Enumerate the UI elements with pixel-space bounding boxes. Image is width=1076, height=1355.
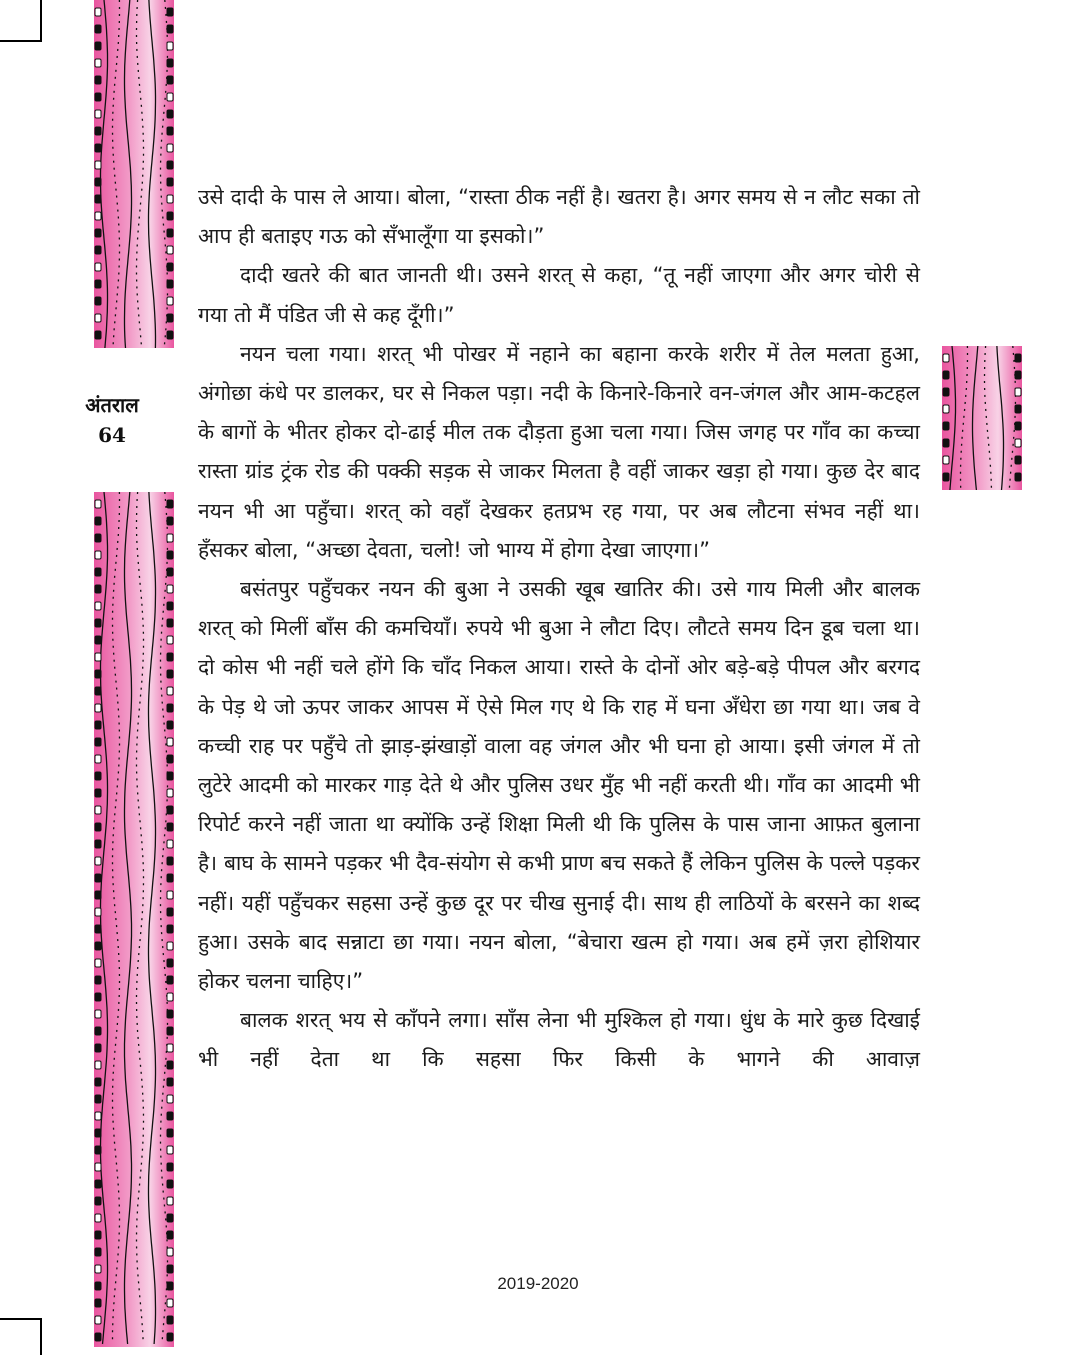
paragraph: दादी खतरे की बात जानती थी। उसने शरत् से कहा, “तू नहीं जाएगा और अगर चोरी से गया तो मैं पंडित जी से कह दूँगी।”: [198, 263, 920, 327]
paragraph: बालक शरत् भय से काँपने लगा। साँस लेना भी मुश्किल हो गया। धुंध के मारे कुछ दिखाई भी नहीं देता था कि सहसा फिर किसी के भागने की आवाज़: [198, 1008, 920, 1072]
paragraph: उसे दादी के पास ले आया। बोला, “रास्ता ठीक नहीं है। खतरा है। अगर समय से न लौट सका तो आप ही बताइए गऊ को सँभालूँगा या इसको।”: [198, 185, 920, 249]
paragraph: नयन चला गया। शरत् भी पोखर में नहाने का बहाना करके शरीर में तेल मलता हुआ, अंगोछा कंधे पर डालकर, घर से निकल पड़ा। नदी के किनारे-किनारे वन-जंगल और आम-कटहल के बागों के भीतर होकर दो-ढाई मील तक दौड़ता हुआ चला गया। जिस जगह पर गाँव का कच्चा रास्ता ग्रांड ट्रंक रोड की पक्की सड़क से जाकर मिलता है वहीं जाकर खड़ा हो गया। कुछ देर बाद नयन भी आ पहुँचा। शरत् को वहाँ देखकर हतप्रभ रह गया, पर अब लौटना संभव नहीं था। हँसकर बोला, “अच्छा देवता, चलो! जो भाग्य में होगा देखा जाएगा।”: [198, 341, 920, 562]
decorative-strip-bottom-left: [94, 492, 174, 1347]
footer-year: 2019-2020: [497, 1274, 579, 1293]
decorative-strip-top-left: [94, 0, 174, 348]
book-title: अंतराल: [85, 393, 139, 417]
decorative-strip-right: [942, 346, 1022, 490]
crop-mark-bottom-horizontal: [0, 1318, 42, 1320]
crop-mark-top-vertical: [40, 0, 42, 42]
crop-mark-bottom-vertical: [40, 1318, 42, 1355]
page-number: 64: [98, 423, 126, 447]
crop-mark-top-horizontal: [0, 40, 42, 42]
page-body: [198, 178, 920, 1080]
paragraph: बसंतपुर पहुँचकर नयन की बुआ ने उसकी खूब खातिर की। उसे गाय मिली और बालक शरत् को मिलीं बाँस की कमचियाँ। रुपये भी बुआ ने लौटा दिए। लौटते समय दिन डूब चला था। दो कोस भी नहीं चले होंगे कि चाँद निकल आया। रास्ते के दोनों ओर बड़े-बड़े पीपल और बरगद के पेड़ थे जो ऊपर जाकर आपस में ऐसे मिल गए थे कि राह में घना अँधेरा छा गया था। जब वे कच्ची राह पर पहुँचे तो झाड़-झंखाड़ों वाला वह जंगल और भी घना हो आया। इसी जंगल में तो लुटेरे आदमी को मारकर गाड़ देते थे और पुलिस उधर मुँह भी नहीं करती थी। गाँव का आदमी भी रिपोर्ट करने नहीं जाता था क्योंकि उन्हें शिक्षा मिली थी कि पुलिस के पास जाना आफ़त बुलाना है। बाघ के सामने पड़कर भी दैव-संयोग से कभी प्राण बच सकते हैं लेकिन पुलिस के पल्ले पड़कर नहीं। यहीं पहुँचकर सहसा उन्हें कुछ दूर पर चीख सुनाई दी। साथ ही लाठियों के बरसने का शब्द हुआ। उसके बाद सन्नाटा छा गया। नयन बोला, “बेचारा खत्म हो गया। अब हमें ज़रा होशियार होकर चलना चाहिए।”: [198, 577, 920, 994]
